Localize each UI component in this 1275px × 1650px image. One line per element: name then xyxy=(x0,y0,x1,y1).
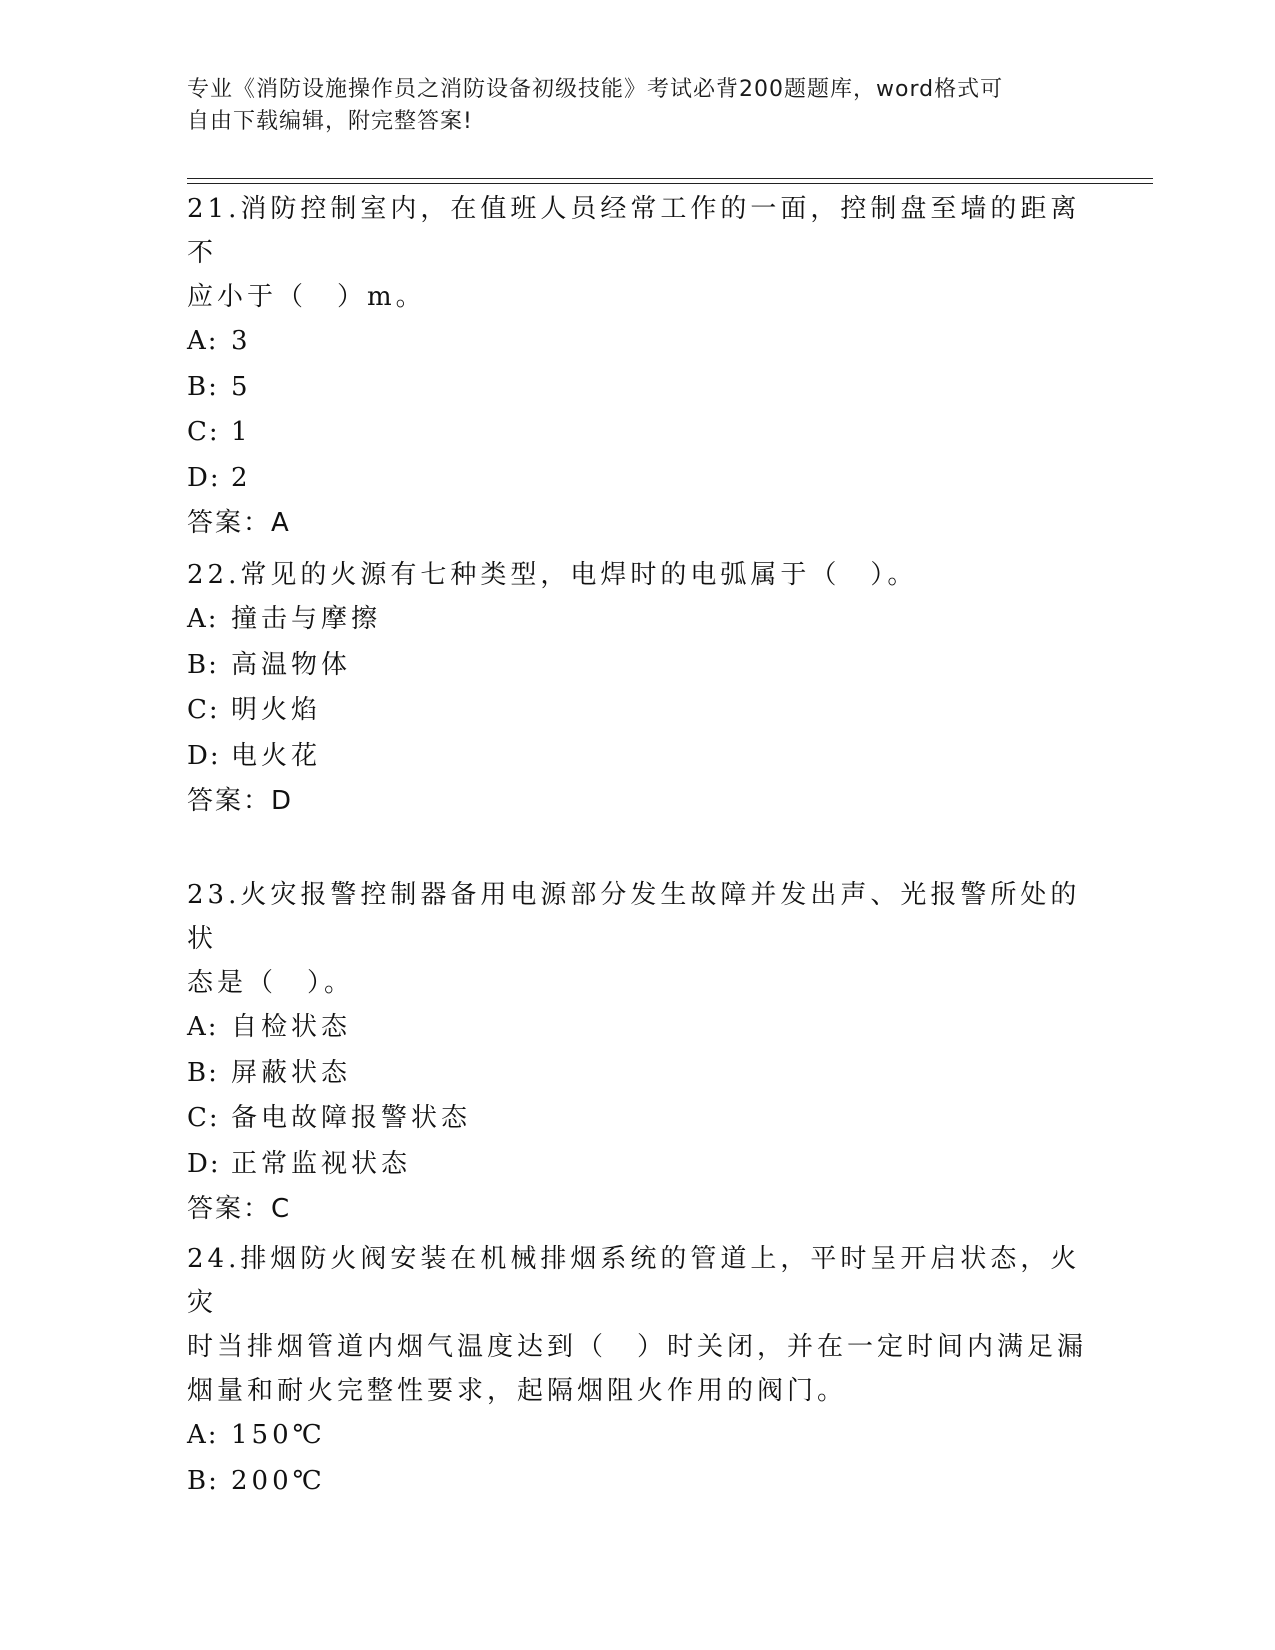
option-b xyxy=(187,1051,1087,1097)
option-key: A: xyxy=(187,604,219,634)
question-stem-line: 时当排烟管道内烟气温度达到（ ）时关闭，并在一定时间内满足漏 xyxy=(187,1332,1088,1362)
question-stem-line: 21.消防控制室内，在值班人员经常工作的一面，控制盘至墙的距离不 xyxy=(187,194,1081,268)
answer-line xyxy=(187,501,1087,545)
answer-label: 答案： xyxy=(187,1194,272,1224)
option-key: D: xyxy=(187,462,221,493)
question-22 xyxy=(187,553,1087,823)
header-divider-bottom xyxy=(187,183,1153,184)
option-text: 150℃ xyxy=(231,1420,326,1450)
option-a xyxy=(187,319,1087,365)
answer-label: 答案： xyxy=(187,508,272,538)
question-stem-line: 态是（ ）。 xyxy=(187,968,355,998)
header-line-2: 自由下载编辑，附完整答案! xyxy=(187,109,473,134)
option-text: 电火花 xyxy=(231,740,322,771)
option-text: 自检状态 xyxy=(231,1012,352,1042)
option-b xyxy=(187,365,1087,411)
question-23 xyxy=(187,873,1087,1231)
option-text: 2 xyxy=(231,462,252,493)
header-line-1: 专业《消防设施操作员之消防设备初级技能》考试必背200题题库，word格式可 xyxy=(187,77,1004,102)
option-key: B: xyxy=(187,1057,219,1088)
option-d xyxy=(187,456,1087,502)
option-a xyxy=(187,1005,1087,1051)
answer-line xyxy=(187,1187,1087,1231)
answer-value: A xyxy=(271,508,290,538)
option-key: D: xyxy=(187,740,221,771)
answer-label: 答案： xyxy=(187,786,272,816)
option-text: 屏蔽状态 xyxy=(231,1057,352,1088)
option-text: 高温物体 xyxy=(231,649,352,680)
option-key: A: xyxy=(187,1420,219,1450)
header-divider-top xyxy=(187,178,1153,179)
option-d xyxy=(187,1142,1087,1188)
option-text: 正常监视状态 xyxy=(231,1148,412,1179)
option-text: 明火焰 xyxy=(231,695,322,725)
answer-value: C xyxy=(271,1194,291,1224)
option-text: 备电故障报警状态 xyxy=(231,1103,472,1133)
option-key: A: xyxy=(187,1012,219,1042)
option-text: 200℃ xyxy=(231,1465,326,1496)
question-stem-line: 烟量和耐火完整性要求，起隔烟阻火作用的阀门。 xyxy=(187,1376,848,1406)
question-stem-line: 24.排烟防火阀安装在机械排烟系统的管道上，平时呈开启状态，火灾 xyxy=(187,1244,1081,1318)
option-key: B: xyxy=(187,371,219,402)
option-a xyxy=(187,597,1087,643)
question-stem-line: 22.常见的火源有七种类型，电焊时的电弧属于（ ）。 xyxy=(187,560,918,590)
option-c xyxy=(187,1096,1087,1142)
option-c xyxy=(187,688,1087,734)
question-stem-line: 应小于（ ）m。 xyxy=(187,282,426,312)
option-text: 1 xyxy=(231,417,252,447)
option-b xyxy=(187,1459,1087,1505)
option-key: B: xyxy=(187,1465,219,1496)
option-text: 3 xyxy=(231,326,252,356)
question-24 xyxy=(187,1237,1087,1504)
option-key: C: xyxy=(187,695,220,725)
question-21 xyxy=(187,187,1087,545)
answer-line xyxy=(187,779,1087,823)
option-key: D: xyxy=(187,1148,221,1179)
answer-value: D xyxy=(271,786,293,816)
question-stem-line: 23.火灾报警控制器备用电源部分发生故障并发出声、光报警所处的状 xyxy=(187,880,1081,954)
option-d xyxy=(187,734,1087,780)
option-text: 撞击与摩擦 xyxy=(231,604,382,634)
option-text: 5 xyxy=(231,371,252,402)
document-header xyxy=(187,74,1067,138)
option-c xyxy=(187,410,1087,456)
option-key: A: xyxy=(187,326,219,356)
option-a xyxy=(187,1413,1087,1459)
option-b xyxy=(187,643,1087,689)
option-key: B: xyxy=(187,649,219,680)
option-key: C: xyxy=(187,1103,220,1133)
option-key: C: xyxy=(187,417,220,447)
